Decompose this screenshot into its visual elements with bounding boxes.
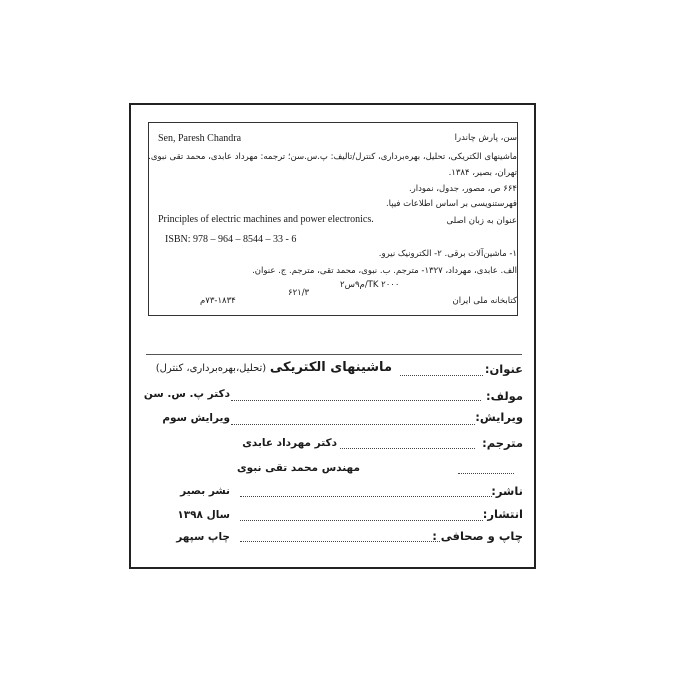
edition-value: ویرایش سوم <box>162 412 230 424</box>
cip-subjects: ۱- ماشین‌آلات برقی. ۲- الکترونیک نیرو. <box>378 249 517 259</box>
author-dots <box>231 400 481 401</box>
edition-dots <box>231 424 475 425</box>
translator-label: مترجم: <box>482 436 523 450</box>
translator-2-dots <box>458 473 514 474</box>
cip-title-statement: ماشینهای الکتریکی، تحلیل، بهره‌برداری، کنترل/تالیف: پ.س.سن؛ ترجمه: مهرداد عابدی، محمد تقی نبوی. <box>148 152 517 162</box>
edition-label: ویرایش: <box>475 410 523 424</box>
cip-library: کتابخانه ملی ایران <box>452 296 517 306</box>
translator-dots <box>340 448 475 449</box>
cip-original-title-label: عنوان به زبان اصلی <box>446 216 517 226</box>
cip-author-persian: سن، پارش چاندرا <box>454 133 517 143</box>
cip-record-number: ۷۳-۱۸۳۴م <box>200 296 236 306</box>
author-value: دکتر پ. س. سن <box>143 388 230 400</box>
cip-publication: تهران، بصیر، ۱۳۸۴. <box>448 168 517 178</box>
cip-author-latin: Sen, Paresh Chandra <box>158 133 242 144</box>
cip-isbn: ISBN: 978 – 964 – 8544 – 33 - 6 <box>165 234 297 245</box>
title-subtitle: (تحلیل،بهره‌برداری، کنترل) <box>155 363 267 374</box>
cip-fipa-note: فهرستنویسی بر اساس اطلاعات فیپا. <box>385 199 517 209</box>
pub-year-dots <box>240 520 483 521</box>
author-label: مولف: <box>486 389 523 403</box>
printing-value: چاپ سپهر <box>176 531 230 543</box>
section-divider <box>146 354 522 355</box>
cip-physical: ۶۶۴ ص، مصور، جدول، نمودار. <box>408 184 517 194</box>
publisher-dots <box>240 496 492 497</box>
printing-label: چاپ و صحافی : <box>432 529 523 543</box>
title-value: ماشینهای الکتریکی <box>269 360 392 375</box>
cip-original-title: Principles of electric machines and power electronics. <box>158 214 374 225</box>
printing-dots <box>240 541 440 542</box>
publisher-label: ناشر: <box>491 484 523 498</box>
title-value-wrapper <box>156 361 392 376</box>
cip-added-entries: الف. عابدی، مهرداد، ۱۳۲۷- مترجم. ب. نبوی، محمد تقی، مترجم. ج. عنوان. <box>252 266 517 276</box>
translator-value-2: مهندس محمد تقی نبوی <box>237 462 360 474</box>
pub-year-label: انتشار: <box>482 507 523 521</box>
pub-year-value: سال ۱۳۹۸ <box>177 509 230 521</box>
title-dots <box>400 375 483 376</box>
translator-value-1: دکتر مهرداد عابدی <box>242 437 337 449</box>
title-label: عنوان: <box>484 362 523 376</box>
cip-dewey: ۶۲۱/۳ <box>288 288 310 298</box>
cip-classification: ۲م۹س/TK ۲۰۰۰ <box>340 280 400 290</box>
publisher-value: نشر بصیر <box>180 485 230 497</box>
